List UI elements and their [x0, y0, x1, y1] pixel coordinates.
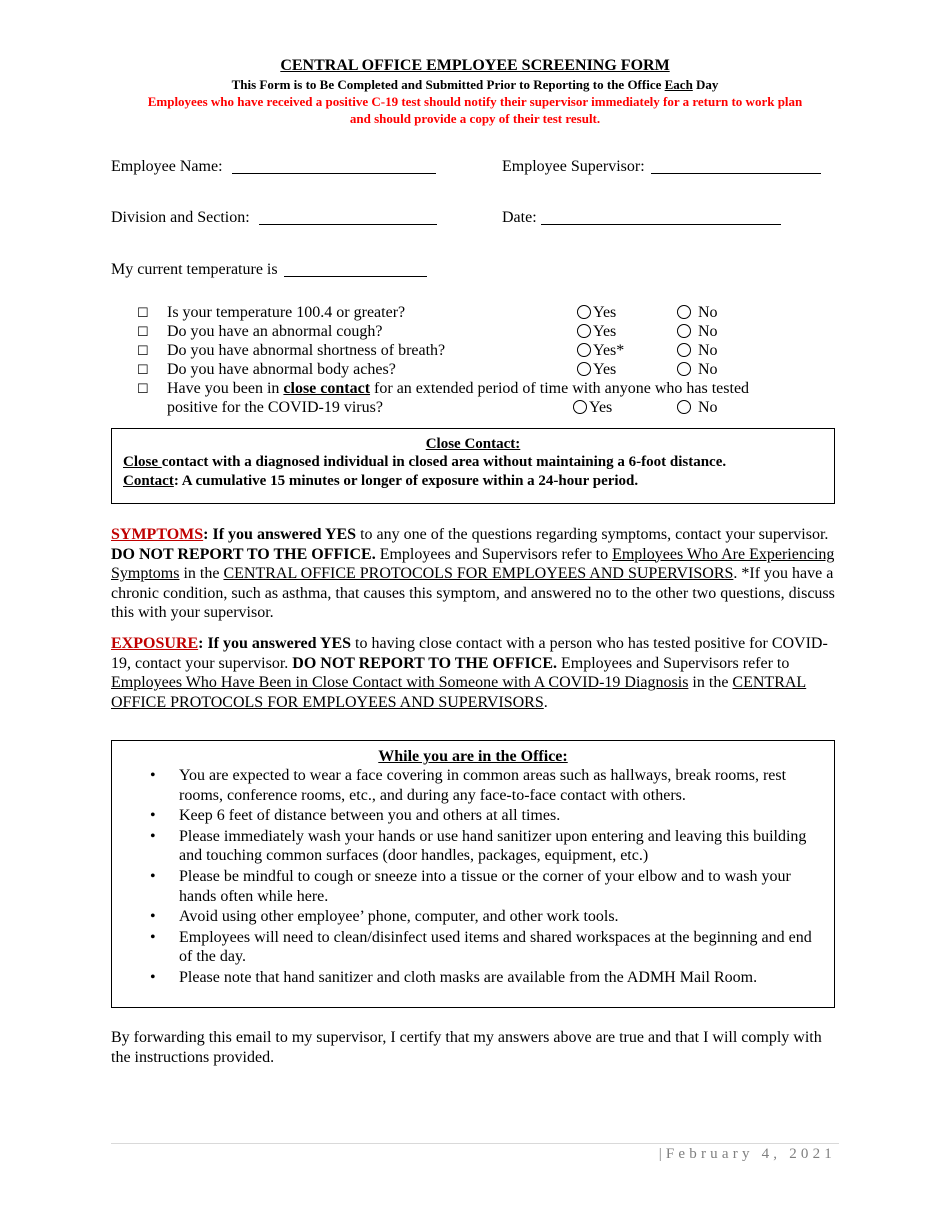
q5-close-contact: close contact — [283, 380, 371, 397]
yes-option[interactable] — [577, 303, 616, 322]
list-item — [112, 907, 834, 927]
yes-label: Yes — [589, 399, 613, 416]
footer-divider — [111, 1143, 839, 1144]
list-item-text: Employees will need to clean/disinfect used items and shared workspaces at the beginning and end of the day. — [179, 928, 812, 966]
question-text: Do you have abnormal shortness of breath? — [167, 342, 446, 359]
close-contact-line-2 — [123, 472, 834, 491]
radio-icon[interactable] — [577, 343, 591, 357]
yes-option[interactable] — [573, 398, 612, 417]
close-contact-heading: Close Contact: — [425, 436, 521, 452]
office-rules-box — [111, 740, 835, 1008]
bullet-icon: • — [150, 867, 156, 885]
list-item-text: Please note that hand sanitizer and cloth masks are available from the ADMH Mail Room. — [179, 968, 758, 986]
close-contact-term: Close — [123, 454, 162, 470]
checkbox-icon[interactable]: ☐ — [137, 362, 149, 377]
symptoms-if-yes: : If you answered YES — [203, 526, 357, 543]
list-item — [112, 968, 834, 988]
no-option[interactable] — [677, 322, 718, 341]
exposure-label: EXPOSURE — [111, 635, 199, 652]
yes-label: Yes — [593, 323, 617, 340]
temperature-label: My current temperature is — [111, 261, 278, 278]
employee-name-label: Employee Name: — [111, 158, 223, 175]
no-label: No — [698, 361, 718, 378]
radio-icon[interactable] — [677, 400, 691, 414]
division-section-blank[interactable] — [259, 208, 437, 225]
division-section-label: Division and Section: — [111, 209, 250, 226]
bullet-icon: • — [150, 968, 156, 986]
positive-test-warning — [100, 93, 850, 127]
no-option[interactable] — [677, 303, 718, 322]
no-label: No — [698, 304, 718, 321]
question-row — [137, 322, 837, 341]
employee-name-field[interactable] — [111, 157, 436, 176]
radio-icon[interactable] — [677, 343, 691, 357]
symptoms-reference-link[interactable]: Employees Who Are Experiencing Symptoms — [111, 545, 835, 583]
date-blank[interactable] — [541, 208, 781, 225]
yes-label: Yes — [593, 304, 617, 321]
form-title: CENTRAL OFFICE EMPLOYEE SCREENING FORM — [280, 57, 670, 74]
employee-supervisor-label: Employee Supervisor: — [502, 158, 645, 175]
footer-date-text: February 4, 2021 — [665, 1146, 836, 1162]
exposure-text-1: to having close contact with a person who has tested positive for COVID-19, contact your supervisor. — [111, 635, 828, 672]
footer-date — [659, 1146, 836, 1163]
bullet-icon: • — [150, 928, 156, 946]
q5-post: for an extended period of time with anyone who has tested — [370, 380, 750, 397]
subtitle-each: Each — [664, 77, 693, 92]
question-text: Do you have an abnormal cough? — [167, 323, 383, 340]
exposure-text-2: Employees and Supervisors refer to — [556, 654, 790, 672]
yes-label: Yes* — [593, 342, 625, 359]
list-item — [112, 928, 834, 967]
list-item — [112, 806, 834, 826]
list-item-text: Please be mindful to cough or sneeze into a tissue or the corner of your elbow and to wash your hands often while here. — [179, 867, 791, 905]
question-row — [137, 360, 837, 379]
radio-icon[interactable] — [677, 324, 691, 338]
certification-statement: By forwarding this email to my supervisor, I certify that my answers above are true and that I will comply with the instructions provided. — [111, 1029, 822, 1066]
subtitle-post: Day — [692, 77, 719, 92]
exposure-text-4: . — [543, 693, 548, 711]
footer-separator: | — [658, 1146, 666, 1162]
radio-icon[interactable] — [577, 305, 591, 319]
close-contact-definition: contact with a diagnosed individual in closed area without maintaining a 6-foot distance. — [161, 454, 727, 470]
list-item-text: Avoid using other employee’ phone, computer, and other work tools. — [179, 908, 619, 926]
symptoms-text-3: in the — [179, 565, 224, 583]
office-rules-list — [112, 766, 834, 988]
symptoms-do-not-report: DO NOT REPORT TO THE OFFICE. — [111, 545, 376, 563]
symptoms-label: SYMPTOMS — [111, 526, 204, 543]
no-option[interactable] — [677, 341, 718, 360]
radio-icon[interactable] — [677, 362, 691, 376]
list-item — [112, 867, 834, 906]
employee-supervisor-field[interactable] — [502, 157, 821, 176]
yes-option[interactable] — [577, 360, 616, 379]
symptoms-text-1: to any one of the questions regarding symptoms, contact your supervisor. — [356, 526, 829, 543]
contact-definition: : A cumulative 15 minutes or longer of exposure within a 24-hour period. — [173, 473, 639, 489]
symptoms-text-4: . *If you have a chronic condition, such as asthma, that causes this symptom, and answered no to the other two questions, discuss this with your supervisor. — [111, 565, 835, 622]
question-row — [137, 303, 837, 322]
yes-option[interactable] — [577, 322, 616, 341]
exposure-if-yes: : If you answered YES — [198, 635, 352, 652]
office-rules-heading: While you are in the Office: — [378, 748, 568, 765]
question-row — [137, 341, 837, 360]
yes-option[interactable] — [577, 341, 624, 360]
list-item-text: You are expected to wear a face covering in common areas such as hallways, break rooms, rest rooms, conference rooms, etc., and during any face-to-face contact with others. — [179, 767, 787, 804]
symptoms-text-2: Employees and Supervisors refer to — [375, 545, 613, 563]
question-text: Is your temperature 100.4 or greater? — [167, 304, 406, 321]
question-row-close-contact-line2 — [137, 398, 837, 417]
radio-icon[interactable] — [573, 400, 587, 414]
employee-supervisor-blank[interactable] — [651, 157, 821, 174]
employee-name-blank[interactable] — [232, 157, 436, 174]
temperature-field[interactable] — [111, 260, 427, 279]
radio-icon[interactable] — [577, 324, 591, 338]
protocols-reference-link[interactable]: CENTRAL OFFICE PROTOCOLS FOR EMPLOYEES AND SUPERVISORS — [111, 674, 807, 711]
exposure-text-3: in the — [688, 674, 733, 692]
exposure-reference-link[interactable]: Employees Who Have Been in Close Contact with Someone with A COVID-19 Diagnosis — [111, 674, 689, 692]
list-item-text: Please immediately wash your hands or use hand sanitizer upon entering and leaving this building and touching common surfaces (door handles, packages, equipment, etc.) — [179, 827, 807, 865]
warning-line-1: Employees who have received a positive C-19 test should notify their supervisor immediately for a return to work plan — [147, 94, 803, 109]
checkbox-icon[interactable]: ☐ — [137, 324, 149, 339]
date-label: Date: — [502, 209, 537, 226]
question-text: Do you have abnormal body aches? — [167, 361, 396, 378]
checkbox-icon[interactable]: ☐ — [137, 305, 149, 320]
list-item — [112, 827, 834, 866]
exposure-do-not-report: DO NOT REPORT TO THE OFFICE. — [292, 654, 557, 672]
radio-icon[interactable] — [577, 362, 591, 376]
bullet-icon: • — [150, 908, 156, 926]
no-option[interactable] — [677, 398, 718, 417]
form-subtitle — [0, 77, 950, 93]
question-text: positive for the COVID-19 virus? — [167, 399, 383, 416]
no-label: No — [698, 399, 718, 416]
no-label: No — [698, 323, 718, 340]
close-contact-box — [111, 428, 835, 504]
checkbox-icon[interactable]: ☐ — [137, 343, 149, 358]
protocols-reference-link[interactable]: CENTRAL OFFICE PROTOCOLS FOR EMPLOYEES AND SUPERVISORS — [223, 565, 734, 583]
bullet-icon: • — [150, 807, 156, 825]
symptoms-paragraph — [111, 525, 839, 623]
screening-questions — [137, 303, 837, 417]
question-text — [167, 379, 749, 398]
yes-label: Yes — [593, 361, 617, 378]
no-label: No — [698, 342, 718, 359]
checkbox-icon[interactable]: ☐ — [137, 381, 149, 396]
radio-icon[interactable] — [677, 305, 691, 319]
subtitle-pre: This Form is to Be Completed and Submitted Prior to Reporting to the Office — [231, 77, 665, 92]
list-item — [112, 766, 834, 805]
list-item-text: Keep 6 feet of distance between you and others at all times. — [179, 807, 561, 825]
bullet-icon: • — [150, 767, 156, 784]
no-option[interactable] — [677, 360, 718, 379]
date-field[interactable] — [502, 208, 781, 227]
warning-line-2: and should provide a copy of their test result. — [349, 111, 601, 126]
temperature-blank[interactable] — [284, 260, 427, 277]
q5-pre: Have you been in — [167, 380, 284, 397]
exposure-paragraph — [111, 634, 839, 712]
close-contact-line-1 — [123, 453, 834, 472]
contact-term: Contact — [123, 473, 174, 489]
division-section-field[interactable] — [111, 208, 437, 227]
bullet-icon: • — [150, 827, 156, 845]
question-row-close-contact — [137, 379, 837, 398]
